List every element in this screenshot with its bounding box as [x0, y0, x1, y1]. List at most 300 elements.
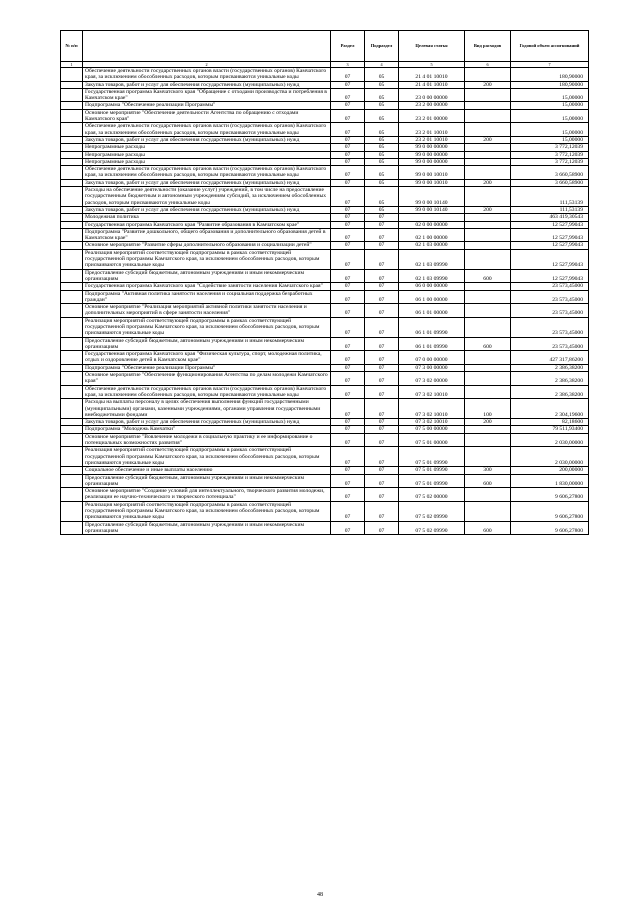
row-amount-cell: 463 419,30543 [511, 214, 589, 221]
table-row [61, 501, 589, 521]
table-row [61, 158, 589, 165]
row-razdel-cell: 07 [331, 214, 365, 221]
row-razdel-cell: 07 [331, 290, 365, 304]
row-podrazdel-cell: 07 [365, 249, 399, 269]
row-podrazdel-cell: 07 [365, 290, 399, 304]
row-amount-cell: 23 573,45000 [511, 337, 589, 351]
row-amount-cell: 15,00000 [511, 136, 589, 143]
column-index: 3 [331, 62, 365, 68]
row-number-cell [61, 433, 83, 447]
row-name-cell: Обеспечение деятельности государственных органов власти (государственных органов) Камчатского края, за исключением обособленных расходов, которым присваиваются уникальные коды [83, 123, 331, 137]
row-amount-cell: 2 030,00000 [511, 447, 589, 467]
row-target-article-cell: 02 1 03 00000 [399, 242, 465, 249]
row-number-cell [61, 123, 83, 137]
row-razdel-cell: 07 [331, 364, 365, 371]
row-razdel-cell: 07 [331, 501, 365, 521]
row-expense-type-cell [465, 109, 511, 123]
row-number-cell [61, 317, 83, 337]
row-razdel-cell: 07 [331, 242, 365, 249]
row-expense-type-cell: 200 [465, 206, 511, 213]
row-target-article-cell: 07 5 01 09990 [399, 447, 465, 467]
table-row [61, 337, 589, 351]
row-target-article-cell: 06 0 00 00000 [399, 283, 465, 290]
row-razdel-cell: 07 [331, 488, 365, 502]
row-number-cell [61, 426, 83, 433]
row-target-article-cell: 23 2 01 10010 [399, 136, 465, 143]
row-name-cell: Государственная программа Камчатского края "Обращение с отходами производства и потребления в Камчатском крае" [83, 88, 331, 102]
row-podrazdel-cell: 07 [365, 474, 399, 488]
row-podrazdel-cell: 05 [365, 206, 399, 213]
row-expense-type-cell [465, 290, 511, 304]
row-number-cell [61, 488, 83, 502]
row-razdel-cell: 07 [331, 399, 365, 419]
row-number-cell [61, 206, 83, 213]
row-number-cell [61, 385, 83, 399]
row-podrazdel-cell: 05 [365, 187, 399, 207]
page-number: 48 [317, 892, 323, 898]
row-expense-type-cell [465, 102, 511, 109]
row-name-cell: Непрограммные расходы [83, 144, 331, 151]
table-row [61, 283, 589, 290]
row-podrazdel-cell: 07 [365, 304, 399, 318]
row-expense-type-cell: 600 [465, 521, 511, 535]
row-target-article-cell: 02 1 03 09990 [399, 269, 465, 283]
row-expense-type-cell [465, 426, 511, 433]
row-amount-cell: 12 527,99043 [511, 269, 589, 283]
row-amount-cell: 2 386,38200 [511, 364, 589, 371]
row-podrazdel-cell: 05 [365, 158, 399, 165]
column-index: 2 [83, 62, 331, 68]
row-expense-type-cell [465, 351, 511, 365]
row-razdel-cell: 07 [331, 474, 365, 488]
row-razdel-cell: 07 [331, 187, 365, 207]
row-expense-type-cell: 200 [465, 81, 511, 88]
row-expense-type-cell: 100 [465, 399, 511, 419]
row-expense-type-cell: 600 [465, 269, 511, 283]
row-razdel-cell: 07 [331, 372, 365, 386]
row-amount-cell: 3 660,58900 [511, 166, 589, 180]
row-number-cell [61, 88, 83, 102]
row-podrazdel-cell: 07 [365, 228, 399, 242]
row-expense-type-cell [465, 187, 511, 207]
row-name-cell: Реализация мероприятий соответствующей подпрограммы в рамках соответствующей государственной программы Камчатского края, за исключением обособленных расходов, которым присваиваются уникальные коды [83, 317, 331, 337]
row-expense-type-cell [465, 158, 511, 165]
row-target-article-cell: 23 2 01 10010 [399, 123, 465, 137]
row-amount-cell: 427 317,86200 [511, 351, 589, 365]
row-number-cell [61, 283, 83, 290]
row-podrazdel-cell: 05 [365, 179, 399, 186]
row-razdel-cell: 07 [331, 179, 365, 186]
row-razdel-cell: 07 [331, 81, 365, 88]
row-amount-cell: 23 573,45000 [511, 317, 589, 337]
row-podrazdel-cell: 07 [365, 283, 399, 290]
row-expense-type-cell [465, 214, 511, 221]
table-row [61, 187, 589, 207]
row-razdel-cell: 07 [331, 317, 365, 337]
row-name-cell: Основное мероприятие "Вовлечение молодежи в социальную практику и ее информирование о потенциальных возможностях развития" [83, 433, 331, 447]
row-number-cell [61, 467, 83, 474]
budget-table [60, 30, 589, 535]
row-expense-type-cell [465, 144, 511, 151]
row-target-article-cell: 23 2 01 00000 [399, 109, 465, 123]
row-name-cell: Закупка товаров, работ и услуг для обеспечения государственных (муниципальных) нужд [83, 136, 331, 143]
row-expense-type-cell [465, 501, 511, 521]
row-podrazdel-cell: 05 [365, 136, 399, 143]
row-target-article-cell: 07 3 00 00000 [399, 364, 465, 371]
table-row [61, 399, 589, 419]
row-expense-type-cell [465, 221, 511, 228]
table-row [61, 521, 589, 535]
table-body [61, 68, 589, 535]
header-row [61, 31, 589, 62]
row-name-cell: Предоставление субсидий бюджетным, автономным учреждениям и иным некоммерческим организациям [83, 269, 331, 283]
row-target-article-cell: 07 5 02 00000 [399, 488, 465, 502]
row-target-article-cell: 07 5 01 00000 [399, 433, 465, 447]
row-name-cell: Основное мероприятие "Обеспечение функционирования Агентства по делам молодежи Камчатского края" [83, 372, 331, 386]
table-row [61, 166, 589, 180]
row-podrazdel-cell: 07 [365, 337, 399, 351]
row-podrazdel-cell: 07 [365, 317, 399, 337]
row-target-article-cell: 99 0 00 00000 [399, 144, 465, 151]
row-number-cell [61, 290, 83, 304]
row-number-cell [61, 144, 83, 151]
row-expense-type-cell [465, 88, 511, 102]
row-podrazdel-cell: 05 [365, 81, 399, 88]
row-name-cell: Обеспечение деятельности государственных органов власти (государственных органов) Камчатского края, за исключением обособленных расходов, которым присваиваются уникальные коды [83, 68, 331, 82]
row-target-article-cell: 07 3 02 10010 [399, 419, 465, 426]
row-target-article-cell: 99 0 00 00000 [399, 158, 465, 165]
row-target-article-cell: 23 0 00 00000 [399, 88, 465, 102]
table-row [61, 467, 589, 474]
row-number-cell [61, 109, 83, 123]
row-name-cell: Основное мероприятие "Создание условий для интеллектуального, творческого развития молодежи, реализации ее научно-технического и творческого потенциала" [83, 488, 331, 502]
row-amount-cell: 9 606,27800 [511, 501, 589, 521]
table-row [61, 433, 589, 447]
row-target-article-cell: 07 0 00 00000 [399, 351, 465, 365]
row-target-article-cell: 07 3 02 10010 [399, 399, 465, 419]
row-razdel-cell: 07 [331, 166, 365, 180]
row-razdel-cell: 07 [331, 351, 365, 365]
row-razdel-cell: 07 [331, 467, 365, 474]
row-number-cell [61, 228, 83, 242]
table-row [61, 351, 589, 365]
row-name-cell: Закупка товаров, работ и услуг для обеспечения государственных (муниципальных) нужд [83, 81, 331, 88]
row-number-cell [61, 68, 83, 82]
table-row [61, 68, 589, 82]
row-expense-type-cell [465, 123, 511, 137]
table-row [61, 269, 589, 283]
table-row [61, 317, 589, 337]
row-name-cell: Государственная программа Камчатского края "Содействие занятости населения Камчатского края" [83, 283, 331, 290]
row-expense-type-cell: 600 [465, 474, 511, 488]
row-target-article-cell: 23 2 00 00000 [399, 102, 465, 109]
row-amount-cell: 15,00000 [511, 88, 589, 102]
row-name-cell: Молодежная политика [83, 214, 331, 221]
row-podrazdel-cell: 07 [365, 521, 399, 535]
row-amount-cell: 9 606,27800 [511, 488, 589, 502]
row-razdel-cell: 07 [331, 419, 365, 426]
table-row [61, 151, 589, 158]
header-razdel: Раздел [331, 31, 365, 62]
row-target-article-cell: 99 0 00 10140 [399, 187, 465, 207]
table-row [61, 304, 589, 318]
header-podrazdel: Подраздел [365, 31, 399, 62]
row-podrazdel-cell: 07 [365, 399, 399, 419]
table-row [61, 228, 589, 242]
table-row [61, 419, 589, 426]
row-expense-type-cell [465, 166, 511, 180]
row-expense-type-cell [465, 433, 511, 447]
table-row [61, 102, 589, 109]
table-row [61, 81, 589, 88]
row-amount-cell: 82,18600 [511, 419, 589, 426]
row-name-cell: Основное мероприятие "Обеспечение деятельности Агентства по обращению с отходами Камчатского края" [83, 109, 331, 123]
row-amount-cell: 9 606,27800 [511, 521, 589, 535]
row-expense-type-cell [465, 317, 511, 337]
row-name-cell: Социальное обеспечение и иные выплаты населению [83, 467, 331, 474]
row-number-cell [61, 242, 83, 249]
row-razdel-cell: 07 [331, 433, 365, 447]
row-razdel-cell: 07 [331, 151, 365, 158]
row-podrazdel-cell: 07 [365, 214, 399, 221]
row-razdel-cell: 07 [331, 228, 365, 242]
row-razdel-cell: 07 [331, 521, 365, 535]
row-expense-type-cell: 200 [465, 419, 511, 426]
table-row [61, 290, 589, 304]
table-row [61, 364, 589, 371]
header-annual-amount: Годовой объем ассигнований [511, 31, 589, 62]
row-number-cell [61, 372, 83, 386]
row-expense-type-cell [465, 242, 511, 249]
table-row [61, 206, 589, 213]
row-amount-cell: 3 772,12039 [511, 151, 589, 158]
row-name-cell: Непрограммные расходы [83, 151, 331, 158]
row-podrazdel-cell: 07 [365, 221, 399, 228]
row-amount-cell: 180,90000 [511, 81, 589, 88]
table-row [61, 123, 589, 137]
row-expense-type-cell [465, 372, 511, 386]
row-number-cell [61, 501, 83, 521]
row-name-cell: Обеспечение деятельности государственных органов власти (государственных органов) Камчатского края, за исключением обособленных расходов, которым присваиваются уникальные коды [83, 166, 331, 180]
row-name-cell: Закупка товаров, работ и услуг для обеспечения государственных (муниципальных) нужд [83, 179, 331, 186]
row-target-article-cell: 07 3 02 00000 [399, 372, 465, 386]
row-name-cell: Государственная программа Камчатского края "Физическая культура, спорт, молодежная политика, отдых и оздоровление детей в Камчатском крае" [83, 351, 331, 365]
row-expense-type-cell [465, 228, 511, 242]
row-podrazdel-cell: 05 [365, 123, 399, 137]
header-name [83, 31, 331, 62]
table-row [61, 488, 589, 502]
row-name-cell: Предоставление субсидий бюджетным, автономным учреждениям и иным некоммерческим организациям [83, 521, 331, 535]
row-expense-type-cell: 200 [465, 179, 511, 186]
row-expense-type-cell [465, 304, 511, 318]
row-razdel-cell: 07 [331, 447, 365, 467]
row-amount-cell: 15,00000 [511, 123, 589, 137]
row-name-cell: Закупка товаров, работ и услуг для обеспечения государственных (муниципальных) нужд [83, 206, 331, 213]
table-row [61, 447, 589, 467]
row-amount-cell: 23 573,45000 [511, 304, 589, 318]
row-razdel-cell: 07 [331, 249, 365, 269]
table-row [61, 109, 589, 123]
row-number-cell [61, 337, 83, 351]
row-target-article-cell: 02 1 03 09990 [399, 249, 465, 269]
table-row [61, 385, 589, 399]
row-number-cell [61, 158, 83, 165]
row-number-cell [61, 351, 83, 365]
row-razdel-cell: 07 [331, 385, 365, 399]
column-index: 7 [511, 62, 589, 68]
row-podrazdel-cell: 05 [365, 68, 399, 82]
row-number-cell [61, 269, 83, 283]
row-number-cell [61, 364, 83, 371]
row-podrazdel-cell: 07 [365, 364, 399, 371]
row-expense-type-cell: 600 [465, 337, 511, 351]
row-razdel-cell: 07 [331, 269, 365, 283]
row-podrazdel-cell: 07 [365, 372, 399, 386]
row-number-cell [61, 221, 83, 228]
row-razdel-cell: 07 [331, 304, 365, 318]
table-row [61, 474, 589, 488]
row-target-article-cell: 07 5 02 09990 [399, 501, 465, 521]
column-index: 6 [465, 62, 511, 68]
row-razdel-cell: 07 [331, 206, 365, 213]
row-amount-cell: 2 030,00000 [511, 433, 589, 447]
row-name-cell: Предоставление субсидий бюджетным, автономным учреждениям и иным некоммерческим организациям [83, 337, 331, 351]
row-target-article-cell: 07 5 02 09990 [399, 521, 465, 535]
row-expense-type-cell [465, 385, 511, 399]
row-target-article-cell: 02 1 00 00000 [399, 228, 465, 242]
table-row [61, 372, 589, 386]
row-number-cell [61, 214, 83, 221]
row-name-cell: Реализация мероприятий соответствующей подпрограммы в рамках соответствующей государственной программы Камчатского края, за исключением обособленных расходов, которым присваиваются уникальные коды [83, 501, 331, 521]
row-target-article-cell: 07 3 02 10010 [399, 385, 465, 399]
row-podrazdel-cell: 05 [365, 166, 399, 180]
header-target-article: Целевая статья [399, 31, 465, 62]
column-index: 1 [61, 62, 83, 68]
row-razdel-cell: 07 [331, 426, 365, 433]
row-razdel-cell: 07 [331, 283, 365, 290]
table-row [61, 136, 589, 143]
row-target-article-cell: 07 5 01 09990 [399, 467, 465, 474]
row-target-article-cell [399, 214, 465, 221]
table-row [61, 242, 589, 249]
row-amount-cell: 23 573,45000 [511, 283, 589, 290]
row-number-cell [61, 179, 83, 186]
row-razdel-cell: 07 [331, 88, 365, 102]
row-number-cell [61, 304, 83, 318]
header-num: № п/п [61, 31, 83, 62]
row-expense-type-cell: 300 [465, 467, 511, 474]
row-podrazdel-cell: 05 [365, 151, 399, 158]
row-amount-cell: 111,53139 [511, 206, 589, 213]
row-name-cell: Расходы на выплаты персоналу в целях обеспечения выполнения функций государственными (муниципальными) органами, казенными учреждениями, органами управления государственными внебюджетными фондами [83, 399, 331, 419]
row-razdel-cell: 07 [331, 123, 365, 137]
row-expense-type-cell [465, 364, 511, 371]
row-name-cell: Подпрограмма "Обеспечение реализации Программы" [83, 364, 331, 371]
row-amount-cell: 23 573,45000 [511, 290, 589, 304]
table-row [61, 144, 589, 151]
row-target-article-cell: 06 1 01 00000 [399, 304, 465, 318]
row-number-cell [61, 136, 83, 143]
row-expense-type-cell: 200 [465, 136, 511, 143]
row-podrazdel-cell: 07 [365, 242, 399, 249]
row-podrazdel-cell: 07 [365, 433, 399, 447]
row-amount-cell: 2 386,38200 [511, 372, 589, 386]
table-row [61, 221, 589, 228]
row-podrazdel-cell: 07 [365, 501, 399, 521]
header-expense-type: Вид расходов [465, 31, 511, 62]
row-amount-cell: 79 511,93400 [511, 426, 589, 433]
row-name-cell: Закупка товаров, работ и услуг для обеспечения государственных (муниципальных) нужд [83, 419, 331, 426]
row-expense-type-cell [465, 283, 511, 290]
row-number-cell [61, 166, 83, 180]
row-target-article-cell: 99 0 00 00000 [399, 151, 465, 158]
row-number-cell [61, 102, 83, 109]
row-number-cell [61, 249, 83, 269]
row-podrazdel-cell: 07 [365, 467, 399, 474]
row-number-cell [61, 81, 83, 88]
table-row [61, 426, 589, 433]
row-expense-type-cell [465, 151, 511, 158]
row-amount-cell: 180,90000 [511, 68, 589, 82]
row-amount-cell: 3 660,58900 [511, 179, 589, 186]
row-expense-type-cell [465, 68, 511, 82]
row-target-article-cell: 02 0 00 00000 [399, 221, 465, 228]
row-amount-cell: 12 527,99043 [511, 249, 589, 269]
row-name-cell: Подпрограмма "Обеспечение реализации Программы" [83, 102, 331, 109]
row-expense-type-cell [465, 488, 511, 502]
row-target-article-cell: 21 4 01 10010 [399, 81, 465, 88]
row-expense-type-cell [465, 447, 511, 467]
row-number-cell [61, 474, 83, 488]
row-name-cell: Непрограммные расходы [83, 158, 331, 165]
row-name-cell: Подпрограмма "Активная политика занятости населения и социальная поддержка безработных граждан" [83, 290, 331, 304]
row-amount-cell: 2 386,38200 [511, 385, 589, 399]
row-target-article-cell: 21 4 01 10010 [399, 68, 465, 82]
row-razdel-cell: 07 [331, 68, 365, 82]
row-podrazdel-cell: 07 [365, 447, 399, 467]
row-target-article-cell: 06 1 01 09990 [399, 337, 465, 351]
row-podrazdel-cell: 07 [365, 269, 399, 283]
table-row [61, 179, 589, 186]
row-number-cell [61, 419, 83, 426]
row-name-cell: Подпрограмма "Молодежь Камчатки" [83, 426, 331, 433]
row-number-cell [61, 187, 83, 207]
row-target-article-cell: 99 0 00 10140 [399, 206, 465, 213]
row-target-article-cell: 06 1 00 00000 [399, 290, 465, 304]
row-razdel-cell: 07 [331, 221, 365, 228]
row-name-cell: Основное мероприятие "Реализация мероприятий активной политики занятости населения и дополнительных мероприятий в сфере занятости населения" [83, 304, 331, 318]
budget-table-container [60, 30, 588, 535]
row-target-article-cell: 07 5 00 00000 [399, 426, 465, 433]
row-podrazdel-cell: 07 [365, 385, 399, 399]
row-amount-cell: 3 772,12039 [511, 144, 589, 151]
column-index: 4 [365, 62, 399, 68]
row-target-article-cell: 06 1 01 09990 [399, 317, 465, 337]
row-amount-cell: 111,53139 [511, 187, 589, 207]
row-amount-cell: 15,00000 [511, 102, 589, 109]
row-razdel-cell: 07 [331, 136, 365, 143]
table-row [61, 88, 589, 102]
row-amount-cell: 2 304,19600 [511, 399, 589, 419]
row-name-cell: Реализация мероприятий соответствующей подпрограммы в рамках соответствующей государственной программы Камчатского края, за исключением обособленных расходов, которым присваиваются уникальные коды [83, 249, 331, 269]
row-expense-type-cell [465, 249, 511, 269]
row-amount-cell: 200,00000 [511, 467, 589, 474]
row-podrazdel-cell: 05 [365, 88, 399, 102]
row-podrazdel-cell: 07 [365, 419, 399, 426]
row-number-cell [61, 399, 83, 419]
row-podrazdel-cell: 05 [365, 102, 399, 109]
row-podrazdel-cell: 07 [365, 351, 399, 365]
